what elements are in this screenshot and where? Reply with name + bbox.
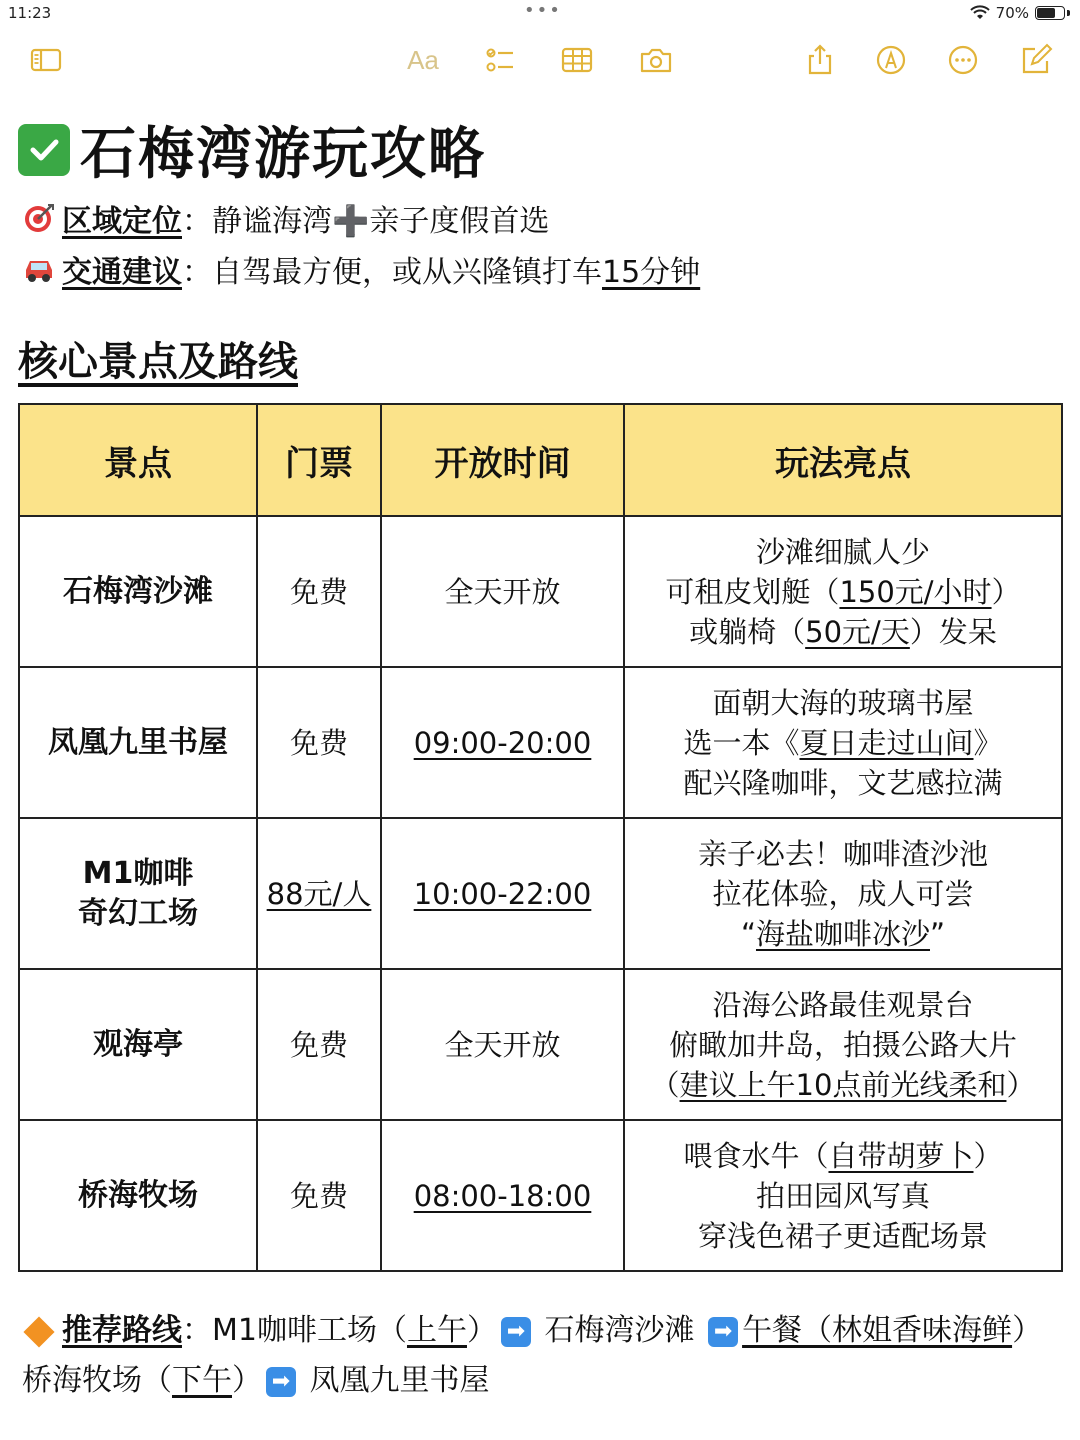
header-hours: 开放时间 [381,404,624,516]
compose-button[interactable] [1016,40,1056,80]
camera-button[interactable] [636,40,676,80]
highlight-text: 俯瞰加井岛，拍摄公路大片 [668,1027,1017,1062]
ticket-value: 免费 [289,1178,348,1213]
camera-icon [639,43,673,77]
highlights-cell [624,969,1062,1120]
status-indicators [970,4,1070,22]
hours-cell [381,818,624,969]
ticket-value: 免费 [289,574,348,609]
recommended-route[interactable] [22,1306,1072,1406]
right-arrow-icon: ➡ [266,1367,296,1397]
markup-pen-icon [874,43,908,77]
transport-value: 自驾最方便，或从兴隆镇打车 [212,255,602,290]
positioning-line[interactable] [22,196,549,240]
section-title: 核心景点及路线 [18,339,298,385]
table-row[interactable] [19,516,1062,667]
table-button[interactable] [557,40,597,80]
battery-percent: 70% [995,4,1029,22]
spot-name-cell [19,969,257,1120]
ticket-cell [257,818,381,969]
highlight-text: 建议上午10点前光线柔和 [679,1067,1007,1102]
route-colon: ： [182,1313,212,1348]
highlight-text: 自带胡萝卜 [828,1138,974,1173]
header-ticket: 门票 [257,404,381,516]
header-spot: 景点 [19,404,257,516]
route-stop-2: 石梅湾沙滩 [534,1313,705,1348]
spot-name: 桥海牧场 [78,1177,198,1213]
highlight-text: 沙滩细腻人少 [755,534,930,569]
ticket-cell [257,516,381,667]
hours-cell [381,667,624,818]
ticket-cell [257,969,381,1120]
wifi-icon [970,5,990,21]
spot-name-cell [19,1120,257,1271]
note-title[interactable] [18,110,486,190]
highlight-text: 海盐咖啡冰沙 [755,916,930,951]
route-stop-1-time: 上午 [406,1313,467,1348]
hours-value: 08:00-18:00 [413,1178,592,1213]
transport-label: 交通建议 [62,255,182,290]
ellipsis-icon [946,43,980,77]
spot-name: 石梅湾沙滩 [63,573,213,609]
positioning-value: 静谧海湾➕亲子度假首选 [212,204,550,239]
hours-value: 全天开放 [444,574,561,609]
checklist-icon [483,43,517,77]
orange-diamond-icon [23,1316,54,1347]
route-label: 推荐路线 [62,1313,182,1348]
target-icon [22,201,56,235]
highlight-text: “ [740,916,756,951]
highlight-text: 喂食水牛（ [683,1138,829,1173]
transport-colon: ： [182,255,212,290]
route-stop-1: M1咖啡工场（ [212,1313,407,1348]
table-row[interactable] [19,667,1062,818]
compose-icon [1019,43,1053,77]
highlights-cell [624,516,1062,667]
highlight-text: ） [991,574,1021,609]
highlight-text: 可租皮划艇（ [665,574,840,609]
spot-name: M1咖啡 [82,855,194,891]
hours-cell [381,1120,624,1271]
route-stop-3: 午餐（林姐香味海鲜 [742,1313,1013,1348]
highlight-text: 选一本《 [683,725,800,760]
hours-value: 全天开放 [444,1027,561,1062]
highlight-text: 夏日走过山间 [799,725,974,760]
spot-name: 奇幻工场 [78,895,198,931]
spot-name: 凤凰九里书屋 [48,724,228,760]
positioning-colon: ： [182,204,212,239]
route-stop-5: 凤凰九里书屋 [300,1363,490,1398]
format-icon: Aa [407,44,439,75]
spot-name-cell [19,667,257,818]
battery-icon [1035,6,1065,20]
format-button[interactable] [403,40,443,80]
route-stop-3-close: ） [1012,1313,1043,1348]
hours-cell [381,516,624,667]
route-stop-4-close: ） [232,1363,262,1398]
highlight-text: ）发呆 [909,614,997,649]
table-row[interactable] [19,818,1062,969]
share-button[interactable] [800,40,840,80]
highlight-text: 沿海公路最佳观景台 [712,987,974,1022]
highlight-text: （ [650,1067,680,1102]
highlight-text: 穿浅色裙子更适配场景 [697,1218,988,1253]
spot-name-cell [19,516,257,667]
hours-value: 09:00-20:00 [413,725,592,760]
hours-value: 10:00-22:00 [413,876,592,911]
spot-name-cell [19,818,257,969]
highlight-text: ） [973,1138,1003,1173]
spot-name: 观海亭 [93,1026,183,1062]
highlight-text: 拉花体验，成人可尝 [712,876,974,911]
ticket-value: 88元/人 [266,876,372,911]
highlight-text: 配兴隆咖啡，文艺感拉满 [683,765,1003,800]
route-stop-1-close: ） [466,1313,497,1348]
header-highlights: 玩法亮点 [624,404,1062,516]
ticket-value: 免费 [289,1027,348,1062]
highlight-text: 》 [973,725,1003,760]
highlight-text: 150元/小时 [839,574,992,609]
transport-time: 15分钟 [602,255,701,290]
share-icon [803,43,837,77]
table-icon [560,43,594,77]
ticket-value: 免费 [289,725,348,760]
ticket-cell [257,667,381,818]
route-stop-4-time: 下午 [172,1363,232,1398]
highlights-cell [624,667,1062,818]
status-time: 11:23 [8,4,52,22]
sidebar-icon [29,43,63,77]
check-mark-icon [18,124,70,176]
highlights-cell [624,1120,1062,1271]
attractions-table[interactable] [18,403,1063,1272]
checklist-button[interactable] [480,40,520,80]
table-row[interactable] [19,969,1062,1120]
highlight-text: ） [1006,1067,1036,1102]
transport-line[interactable] [22,247,700,291]
right-arrow-icon: ➡ [501,1317,531,1347]
route-stop-4: 桥海牧场（ [22,1363,172,1398]
status-bar [0,0,1080,26]
note-title-text: 石梅湾游玩攻略 [80,122,486,187]
highlight-text: 或躺椅（ [689,614,806,649]
ticket-cell [257,1120,381,1271]
table-header-row [19,404,1062,516]
highlights-cell [624,818,1062,969]
highlight-text: 亲子必去！咖啡渣沙池 [697,836,988,871]
markup-button[interactable] [871,40,911,80]
car-icon [22,252,56,286]
multitasking-dots-icon[interactable]: ••• [524,0,562,21]
positioning-label: 区域定位 [62,204,182,239]
highlight-text: 拍田园风写真 [755,1178,930,1213]
highlight-text: 面朝大海的玻璃书屋 [712,685,974,720]
hours-cell [381,969,624,1120]
notes-toolbar [0,38,1080,82]
table-row[interactable] [19,1120,1062,1271]
more-button[interactable] [943,40,983,80]
highlight-text: 50元/天 [805,614,910,649]
right-arrow-icon: ➡ [708,1317,738,1347]
sidebar-toggle-button[interactable] [26,40,66,80]
highlight-text: ” [930,916,946,951]
